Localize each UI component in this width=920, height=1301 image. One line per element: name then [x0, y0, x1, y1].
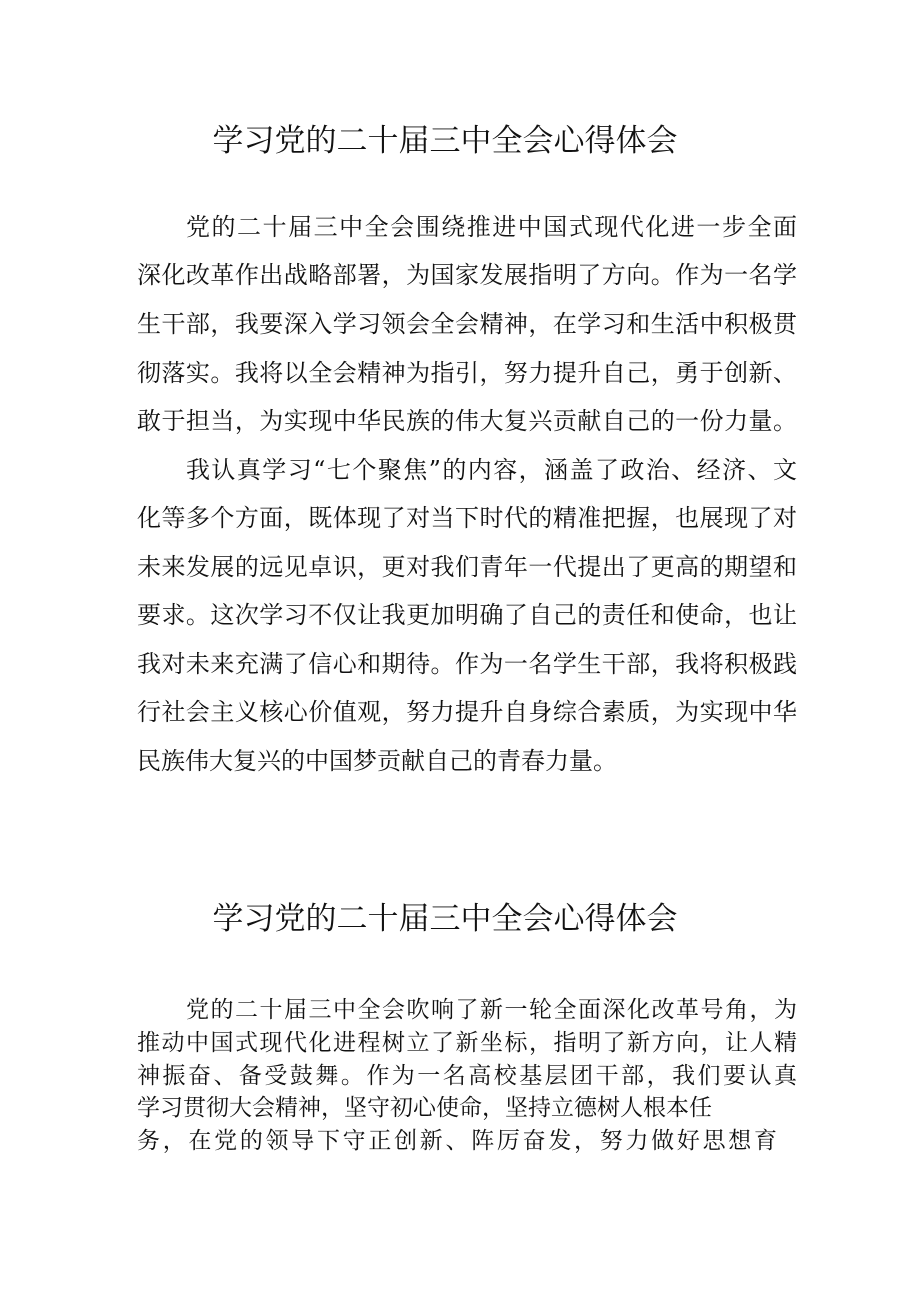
paragraph-line: 深化改革作出战略部署，为国家发展指明了方向。作为一名学 [137, 261, 797, 289]
paragraph-line: 未来发展的远见卓识，更对我们青年一代提出了更高的期望和 [137, 553, 797, 581]
paragraph-line: 民族伟大复兴的中国梦贡献自己的青春力量。 [137, 747, 617, 775]
paragraph-line: 彻落实。我将以全会精神为指引，努力提升自己，勇于创新、 [137, 359, 797, 387]
paragraph-line: 行社会主义核心价值观，努力提升自身综合素质，为实现中华 [137, 698, 797, 726]
paragraph-line: 生干部，我要深入学习领会全会精神，在学习和生活中积极贯 [137, 310, 797, 338]
essay-title: 学习党的二十届三中全会心得体会 [212, 901, 678, 937]
paragraph-line: 学习贯彻大会精神，坚守初心使命，坚持立德树人根本任 [137, 1095, 712, 1121]
paragraph-line: 我对未来充满了信心和期待。作为一名学生干部，我将积极践 [137, 650, 797, 678]
essay-title: 学习党的二十届三中全会心得体会 [212, 123, 678, 159]
paragraph-line: 神振奋、备受鼓舞。作为一名高校基层团干部，我们要认真 [137, 1063, 797, 1089]
paragraph-line: 党的二十届三中全会围绕推进中国式现代化进一步全面 [186, 213, 797, 241]
paragraph-line: 我认真学习“七个聚焦”的内容，涵盖了政治、经济、文 [186, 456, 797, 484]
paragraph-line: 要求。这次学习不仅让我更加明确了自己的责任和使命，也让 [137, 601, 797, 629]
paragraph-line: 推动中国式现代化进程树立了新坐标，指明了新方向，让人精 [137, 1030, 797, 1056]
paragraph-line: 敢于担当，为实现中华民族的伟大复兴贡献自己的一份力量。 [137, 407, 797, 435]
paragraph-line: 化等多个方面，既体现了对当下时代的精准把握，也展现了对 [137, 504, 797, 532]
paragraph-line: 党的二十届三中全会吹响了新一轮全面深化改革号角，为 [186, 997, 797, 1023]
paragraph-line: 务，在党的领导下守正创新、阵厉奋发，努力做好思想育 [137, 1128, 777, 1154]
